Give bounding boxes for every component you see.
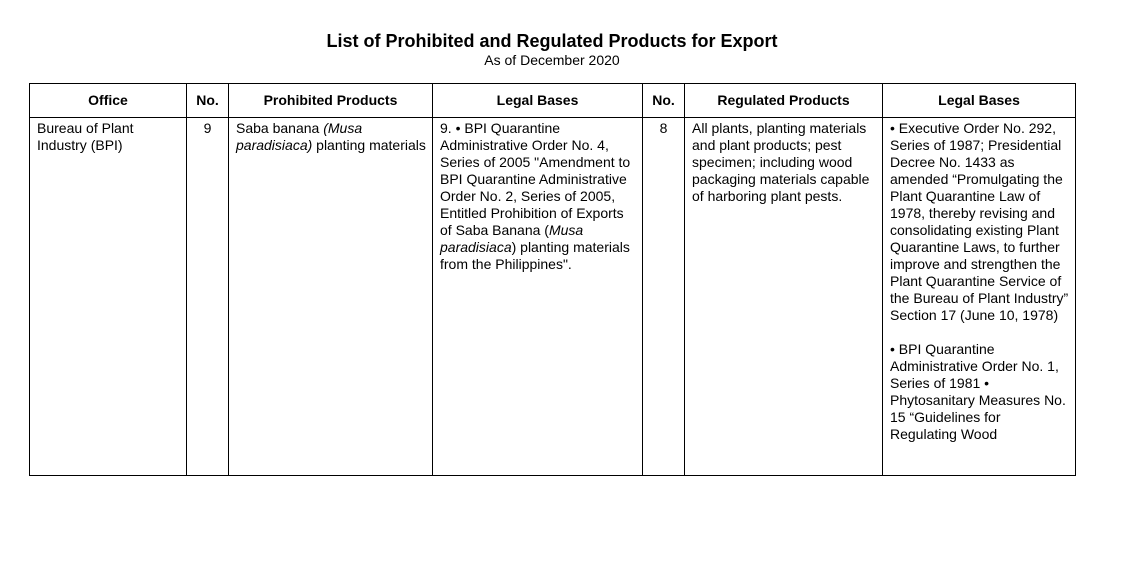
cell-regulated-product: All plants, planting materials and plant products; pest specimen; including wood packaging materials capable of harboring plant pests. [685,118,883,476]
prohibited-product-scientific-name: (Musa paradisiaca) [236,120,363,153]
cell-prohibited-no: 9 [187,118,229,476]
prohibited-legal-text-end: ) planting materials from the Philippines". [440,239,630,272]
column-header-regulated-legal-bases: Legal Bases [883,84,1076,118]
document-title: List of Prohibited and Regulated Products for Export [326,31,778,51]
column-header-prohibited-legal-bases: Legal Bases [433,84,643,118]
column-header-prohibited-no: No. [187,84,229,118]
document-header [0,31,1104,68]
cell-regulated-no: 8 [643,118,685,476]
cell-prohibited-product [229,118,433,476]
prohibited-product-text: Saba banana [236,120,324,136]
cell-regulated-legal-bases [883,118,1076,476]
column-header-prohibited-products: Prohibited Products [229,84,433,118]
prohibited-legal-text: 9. • BPI Quarantine Administrative Order No. 4, Series of 2005 "Amendment to BPI Quarantine Administrative Order No. 2, Series of 2005, Entitled Prohibition of Exports of Saba Banana ( [440,120,631,238]
prohibited-product-text-end: planting materials [312,137,426,153]
regulated-legal-paragraph: • Executive Order No. 292, Series of 1987; Presidential Decree No. 1433 as amended “Promulgating the Plant Quarantine Law of 1978, thereby revising and consolidating existing Plant Quarantine Laws, to further improve and strengthen the Plant Quarantine Service of the Bureau of Plant Industry” Section 17 (June 10, 1978) [890,120,1069,323]
products-table [29,83,1076,476]
table-row [30,118,1076,476]
column-header-office: Office [30,84,187,118]
regulated-legal-paragraph: • BPI Quarantine Administrative Order No. 1, Series of 1981 • Phytosanitary Measures No. 15 “Guidelines for Regulating Wood [890,341,1066,442]
column-header-regulated-products: Regulated Products [685,84,883,118]
column-header-regulated-no: No. [643,84,685,118]
cell-prohibited-legal-bases [433,118,643,476]
prohibited-legal-scientific-name: Musa paradisiaca [440,222,584,255]
table-header-row [30,84,1076,118]
document-subtitle: As of December 2020 [484,52,620,68]
cell-office: Bureau of Plant Industry (BPI) [30,118,187,476]
